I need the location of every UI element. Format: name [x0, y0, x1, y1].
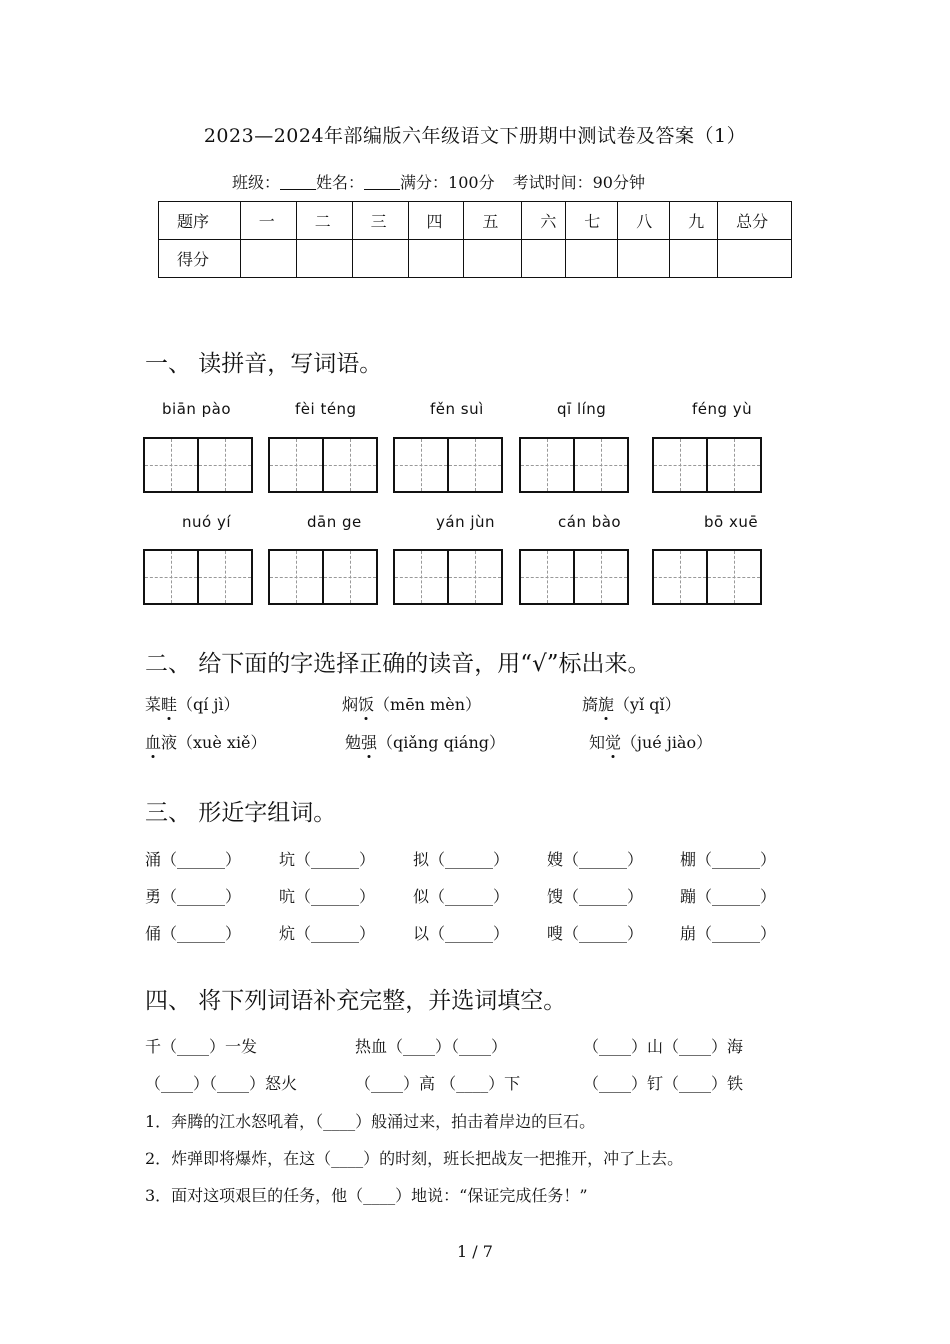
page-number: 1 / 7 — [457, 1242, 493, 1261]
score-cell[interactable] — [408, 240, 464, 278]
writing-grid[interactable] — [519, 549, 629, 605]
writing-grid[interactable] — [393, 549, 503, 605]
score-cell[interactable] — [718, 240, 792, 278]
word-item[interactable]: 以（______） — [413, 924, 510, 943]
idiom-item[interactable]: （____）高 （____）下 — [355, 1074, 521, 1093]
section-3-heading: 三、 形近字组词。 — [145, 800, 337, 826]
score-cell[interactable] — [352, 240, 408, 278]
word-item[interactable]: 馊（______） — [547, 887, 644, 906]
fill-sentence[interactable]: 3．面对这项艰巨的任务，他（____）地说：“保证完成任务！” — [145, 1186, 588, 1205]
pinyin-label: fèi téng — [295, 400, 357, 418]
reading-item: 菜畦（qí jì） — [145, 695, 240, 714]
word-item[interactable]: 蹦（______） — [680, 887, 777, 906]
writing-grid[interactable] — [652, 549, 762, 605]
score-header-cell: 六 — [522, 202, 566, 240]
writing-grid[interactable] — [519, 437, 629, 493]
score-table — [158, 201, 792, 278]
pinyin-label: qī líng — [557, 400, 607, 418]
word-item[interactable]: 坑（______） — [279, 850, 376, 869]
score-row-label: 得分 — [159, 240, 241, 278]
pinyin-label: dān ge — [307, 513, 362, 531]
score-header-cell: 二 — [296, 202, 352, 240]
score-header-cell: 八 — [618, 202, 670, 240]
name-blank[interactable] — [364, 175, 400, 190]
page-title: 2023—2024年部编版六年级语文下册期中测试卷及答案（1） — [203, 125, 747, 147]
fill-sentence[interactable]: 1．奔腾的江水怒吼着，（____）般涌过来，拍击着岸边的巨石。 — [145, 1112, 596, 1131]
score-header-cell: 七 — [566, 202, 618, 240]
word-item[interactable]: 吭（______） — [279, 887, 376, 906]
writing-grid[interactable] — [393, 437, 503, 493]
writing-grid[interactable] — [143, 437, 253, 493]
idiom-item[interactable]: 千（____）一发 — [145, 1037, 258, 1056]
full-score: 满分：100分 — [400, 173, 495, 192]
word-item[interactable]: 嫂（______） — [547, 850, 644, 869]
exam-time: 考试时间：90分钟 — [512, 173, 645, 192]
score-header-cell: 五 — [464, 202, 522, 240]
score-header-cell: 一 — [240, 202, 296, 240]
score-header-cell: 总分 — [718, 202, 792, 240]
score-cell[interactable] — [240, 240, 296, 278]
score-cell[interactable] — [522, 240, 566, 278]
idiom-item[interactable]: （____）（____）怒火 — [145, 1074, 298, 1093]
word-item[interactable]: 似（______） — [413, 887, 510, 906]
section-2-heading: 二、 给下面的字选择正确的读音，用“√”标出来。 — [145, 651, 651, 677]
word-item[interactable]: 俑（______） — [145, 924, 242, 943]
idiom-item[interactable]: （____）山（____）海 — [583, 1037, 744, 1056]
idiom-item[interactable]: （____）钉（____）铁 — [583, 1074, 744, 1093]
reading-item: 知觉（jué jiào） — [589, 733, 713, 752]
word-item[interactable]: 棚（______） — [680, 850, 777, 869]
score-cell[interactable] — [566, 240, 618, 278]
pinyin-label: bō xuē — [704, 513, 759, 531]
score-header-row — [159, 202, 792, 240]
writing-grid[interactable] — [143, 549, 253, 605]
word-item[interactable]: 炕（______） — [279, 924, 376, 943]
section-1-heading: 一、 读拼音，写词语。 — [145, 351, 383, 377]
writing-grid[interactable] — [268, 437, 378, 493]
pinyin-label: nuó yí — [182, 513, 232, 531]
pinyin-label: féng yù — [692, 400, 753, 418]
fill-sentence[interactable]: 2．炸弹即将爆炸，在这（____）的时刻，班长把战友一把推开，冲了上去。 — [145, 1149, 684, 1168]
class-label: 班级： — [232, 173, 281, 192]
reading-item: 勉强（qiǎng qiáng） — [345, 733, 506, 752]
word-item[interactable]: 拟（______） — [413, 850, 510, 869]
score-header-cell: 三 — [352, 202, 408, 240]
score-header-cell: 四 — [408, 202, 464, 240]
reading-item: 血液（xuè xiě） — [145, 733, 267, 752]
score-cell[interactable] — [464, 240, 522, 278]
score-row — [159, 240, 792, 278]
section-4-heading: 四、 将下列词语补充完整，并选词填空。 — [145, 988, 567, 1014]
pinyin-label: biān pào — [162, 400, 232, 418]
class-blank[interactable] — [280, 175, 316, 190]
word-item[interactable]: 勇（______） — [145, 887, 242, 906]
word-item[interactable]: 涌（______） — [145, 850, 242, 869]
score-header-cell: 九 — [670, 202, 718, 240]
exam-meta — [232, 170, 645, 193]
score-cell[interactable] — [618, 240, 670, 278]
score-header-cell: 题序 — [159, 202, 241, 240]
word-item[interactable]: 崩（______） — [680, 924, 777, 943]
idiom-item[interactable]: 热血（____）（____） — [355, 1037, 508, 1056]
reading-item: 旖旎（yǐ qǐ） — [582, 695, 681, 714]
writing-grid[interactable] — [268, 549, 378, 605]
score-cell[interactable] — [296, 240, 352, 278]
writing-grid[interactable] — [652, 437, 762, 493]
name-label: 姓名： — [316, 173, 365, 192]
pinyin-label: yán jùn — [436, 513, 496, 531]
reading-item: 焖饭（mēn mèn） — [342, 695, 482, 714]
score-cell[interactable] — [670, 240, 718, 278]
pinyin-label: fěn suì — [430, 400, 484, 418]
pinyin-label: cán bào — [558, 513, 622, 531]
word-item[interactable]: 嗖（______） — [547, 924, 644, 943]
